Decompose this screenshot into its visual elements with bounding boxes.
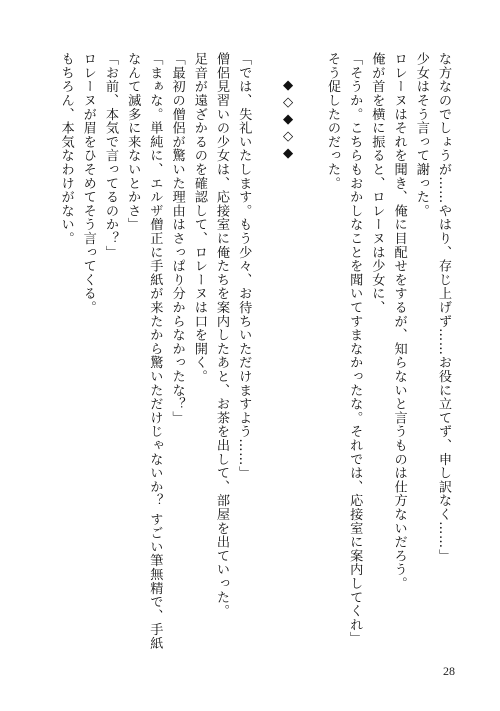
text-line: 「お前、本気で言ってるのか？」 — [102, 52, 118, 259]
text-line: 足音が遠ざかるのを確認して、ロレーヌは口を開く。 — [191, 52, 207, 384]
blank-line — [299, 52, 321, 627]
text-line: 「そうか。こちらもおかしなことを聞いてすまなかったな。それでは、応接室に案内してくれ」 — [347, 52, 363, 646]
text-line: 僧侶見習いの少女は、応接室に俺たちを案内したあと、お茶を出して、部屋を出ていった。 — [214, 52, 229, 618]
text-line: もちろん、本気なわけがない。 — [58, 52, 74, 246]
page-number: 28 — [443, 664, 455, 678]
vertical-text-body — [54, 52, 454, 651]
text-line: なんて滅多に来ないとかさ」 — [125, 52, 141, 232]
text-line: ロレーヌが眉をひそめてそう言ってくる。 — [80, 52, 96, 315]
text-line: 「まぁな。単純に、エルザ僧正に手紙が来たから驚いただけじゃないか？ すごい筆無精で、手紙 — [147, 52, 163, 651]
text-line: ロレーヌはそれを聞き、俺に目配せをするが、知らないと言うものは仕方ないだろう。 — [391, 52, 407, 591]
text-line: 俺が首を横に振ると、ロレーヌは少女に、 — [369, 52, 385, 315]
text-line: な方なのでしょうが……やはり、存じ上げず……お役に立てず、申し訳なく……」 — [436, 52, 451, 563]
section-separator: ◆◇◆◇◆ — [280, 78, 296, 163]
text-line: 少女はそう言って謝った。 — [413, 52, 429, 218]
text-line: 「最初の僧侶が驚いた理由はさっぱり分からなかったな？」 — [169, 52, 185, 425]
text-line: そう促したのだった。 — [324, 52, 340, 190]
blank-line — [254, 52, 276, 627]
text-line: 「では、失礼いたします。もう少々、お待ちいただけますよう……」 — [236, 52, 252, 480]
